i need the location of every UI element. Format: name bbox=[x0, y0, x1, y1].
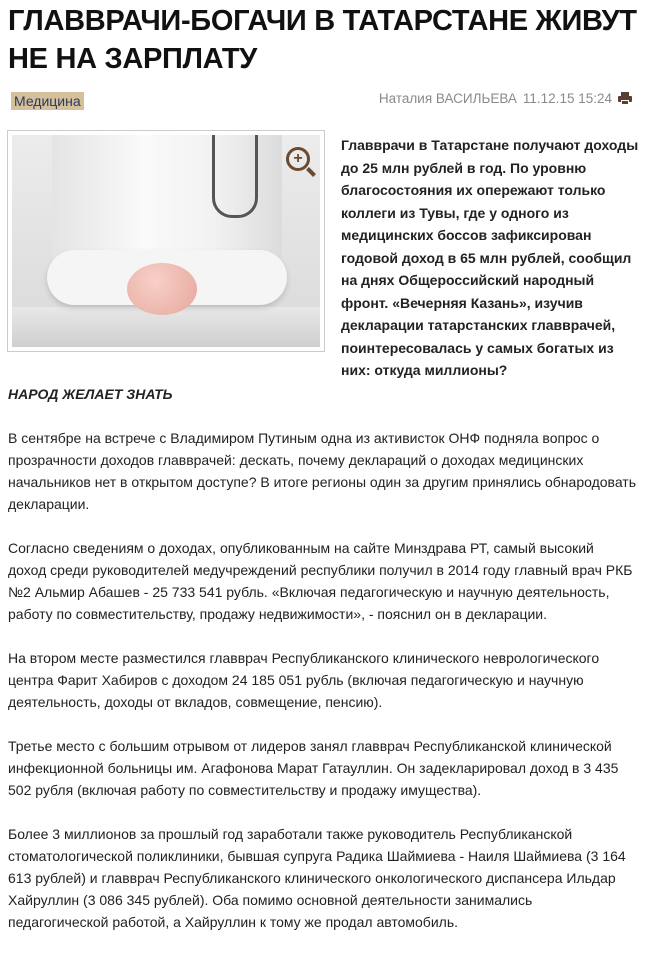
print-icon[interactable] bbox=[618, 92, 632, 105]
doctor-piggy-bank-photo bbox=[12, 135, 320, 347]
article-title: ГЛАВВРАЧИ-БОГАЧИ В ТАТАРСТАНЕ ЖИВУТ НЕ НА ЗАРПЛАТУ bbox=[8, 5, 637, 75]
article-meta bbox=[379, 91, 632, 106]
paragraph: Более 3 миллионов за прошлый год заработали также руководитель Республиканской стоматологической поликлиники, бывшая супруга Радика Шаймиева - Наиля Шаймиева (3 164 613 рублей) и главврач Республиканского клинического онкологического диспансера Ильдар Хайруллин (3 086 345 рублей). Оба помимо основной деятельности занимались педагогической работой, а Хайруллин к тому же продал автомобиль. bbox=[8, 826, 626, 930]
paragraph: Третье место с большим отрывом от лидеров занял главврач Республиканской клинической инфекционной больницы им. Агафонова Марат Гатауллин. Он задекларировал доход в 3 435 502 рубля (включая работу по совместительству и продажу имущества). bbox=[8, 738, 619, 798]
publish-date: 11.12.15 15:24 bbox=[522, 91, 612, 106]
subheading: НАРОД ЖЕЛАЕТ ЗНАТЬ bbox=[8, 386, 173, 402]
article-image[interactable] bbox=[7, 130, 325, 352]
author[interactable]: Наталия ВАСИЛЬЕВА bbox=[378, 91, 517, 106]
zoom-in-icon[interactable]: + bbox=[286, 147, 310, 171]
category-tag[interactable]: Медицина bbox=[11, 92, 84, 110]
article-lead: Главврачи в Татарстане получают доходы до 25 млн рублей в год. По уровню благосостояния их опережают только коллеги из Тувы, где у одного из медицинских боссов зафиксирован годовой доход в 65 млн рублей, сообщил на днях Общероссийский народный фронт. «Вечерняя Казань», изучив декларации татарстанских главврачей, поинтересовалась у самых богатых из них: откуда миллионы? bbox=[341, 137, 639, 378]
article-body bbox=[8, 427, 636, 955]
paragraph: Согласно сведениям о доходах, опубликованным на сайте Минздрава РТ, самый высокий доход среди руководителей медучреждений республики получил в 2014 году главный врач РКБ №2 Альмир Абашев - 25 733 541 рубль. «Включая педагогическую и научную деятельность, работу по совместительству, продажу недвижимости», - пояснил он в декларации. bbox=[8, 540, 633, 622]
paragraph: На втором месте разместился главврач Республиканского клинического неврологического центра Фарит Хабиров с доходом 24 185 051 рубль (включая педагогическую и научную деятельность, доходы от вкладов, совмещение, пенсию). bbox=[8, 650, 600, 710]
paragraph: В сентябре на встрече с Владимиром Путиным одна из активисток ОНФ подняла вопрос о прозрачности доходов главврачей: дескать, почему деклараций о доходах медицинских начальников нет в открытом доступе? В итоге регионы один за другим принялись обнародовать декларации. bbox=[8, 430, 637, 512]
